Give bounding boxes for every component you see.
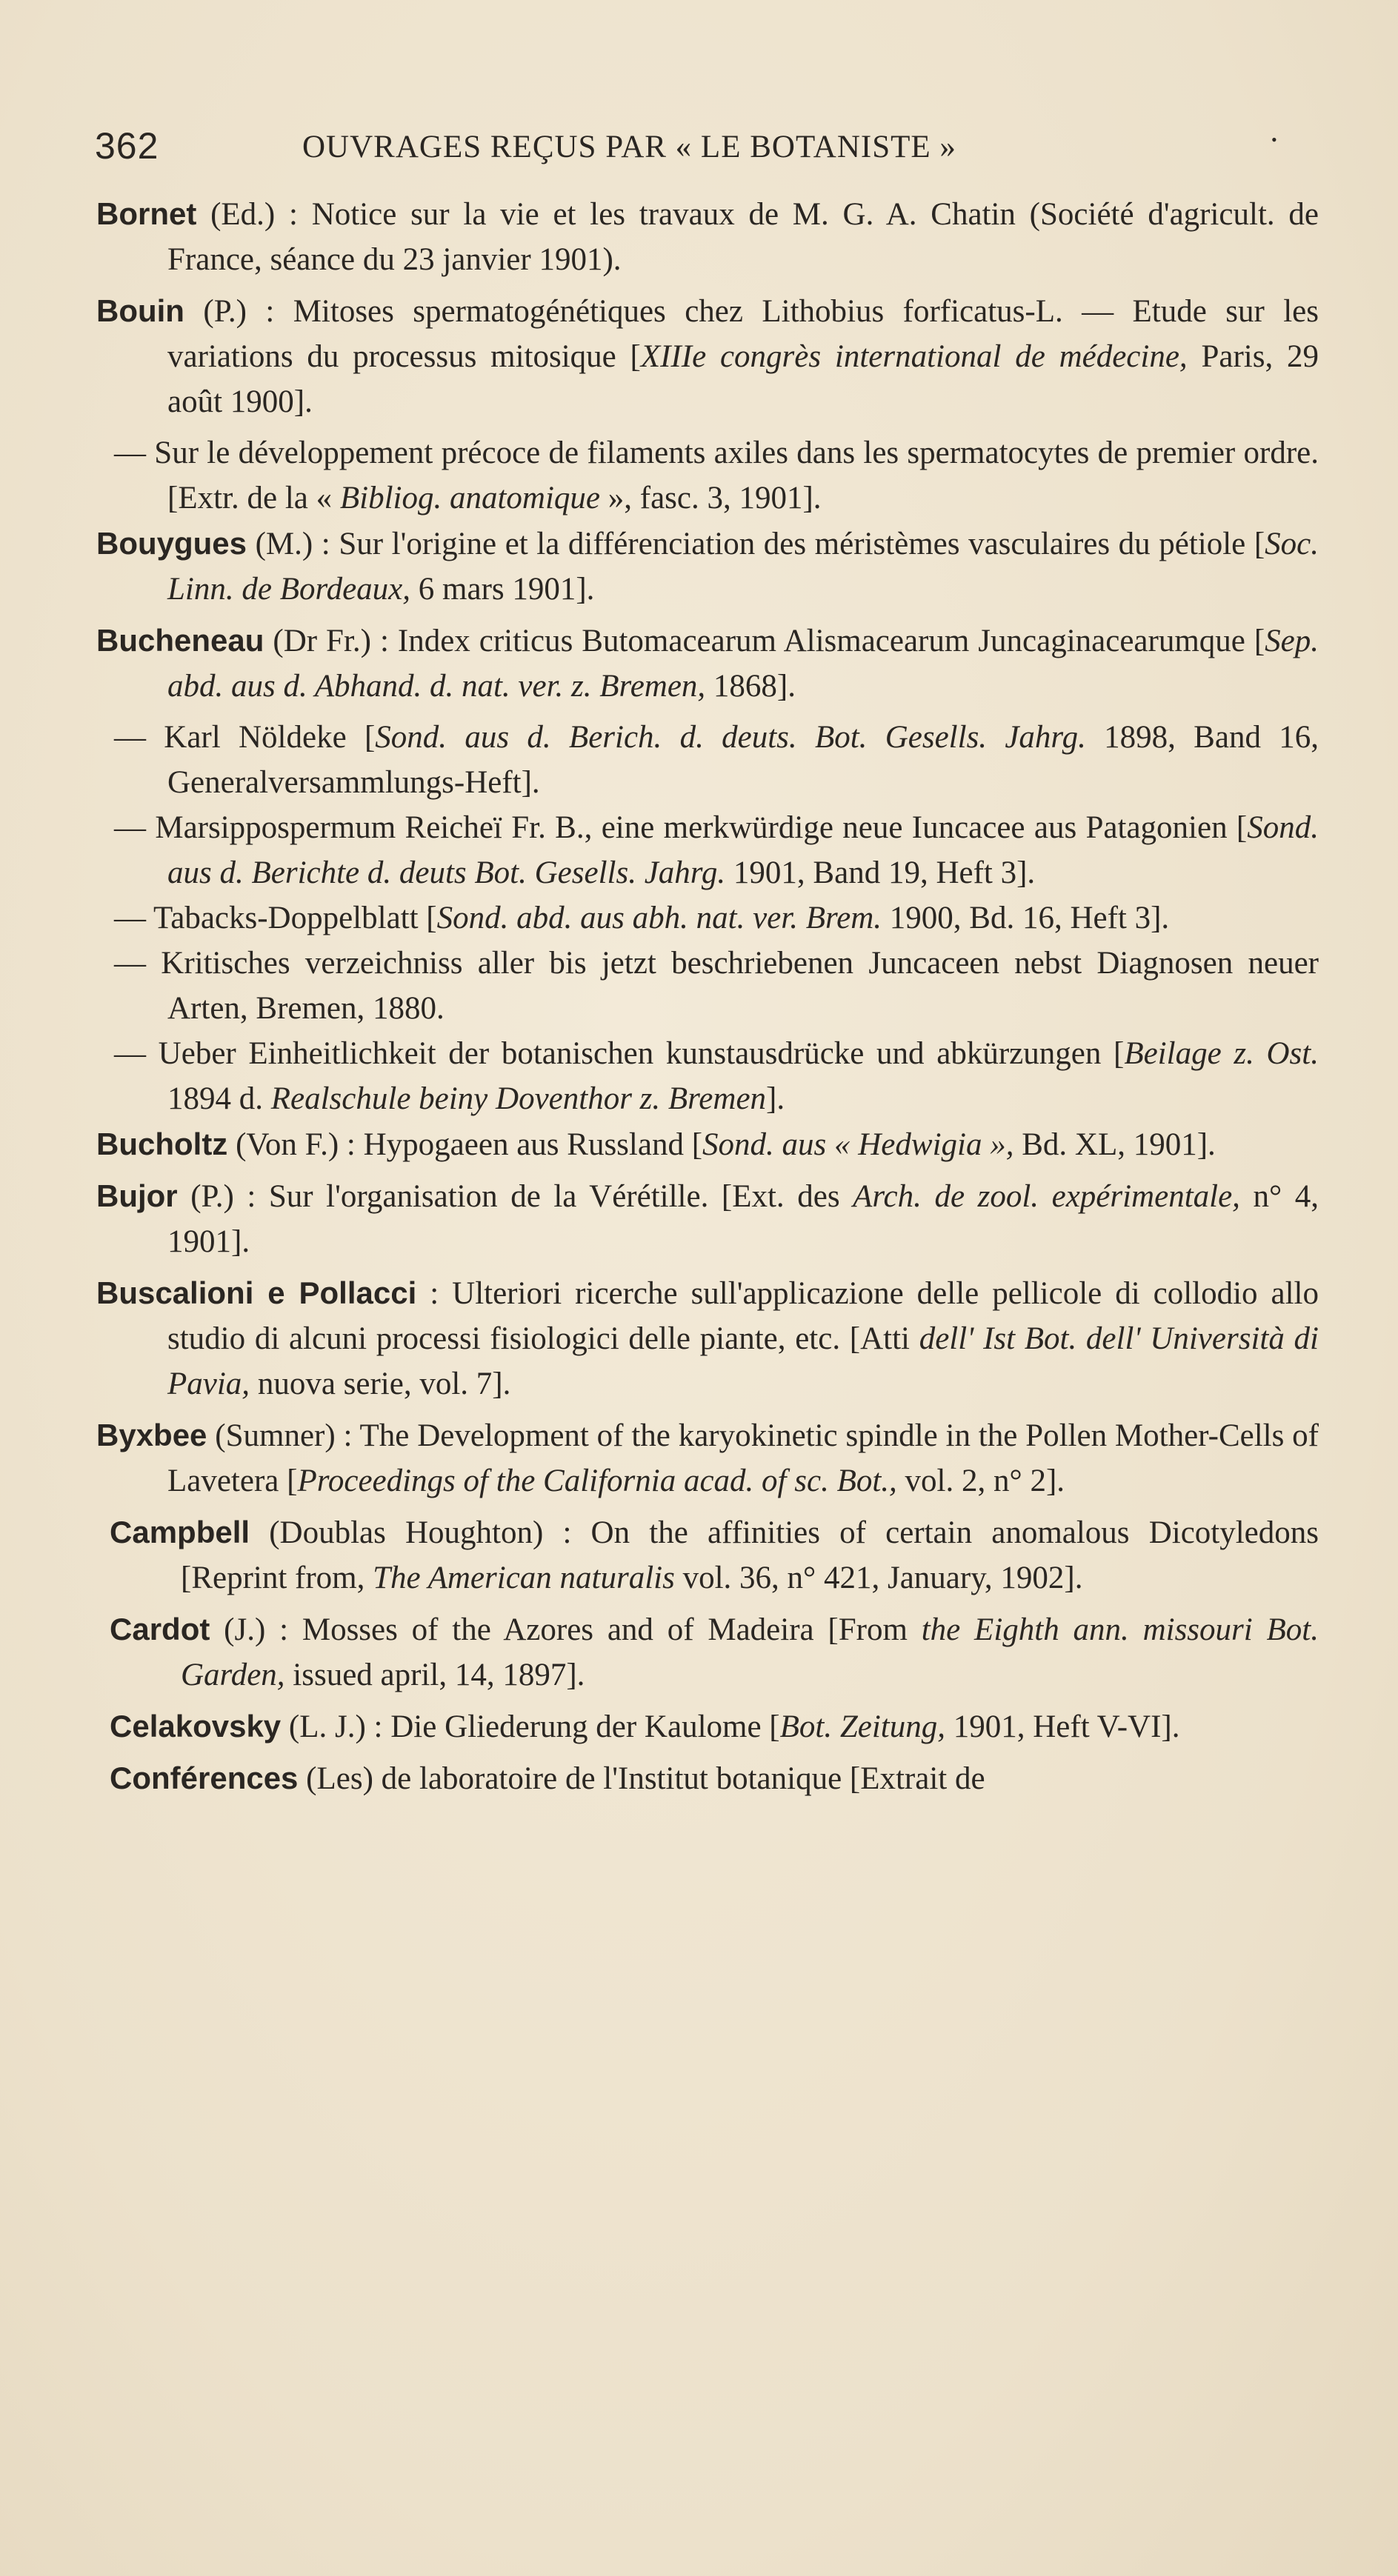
- bibliography-subentry: [96, 805, 1319, 895]
- entry-text: (Dr Fr.) : Index criticus Butomacearum Alismacearum Juncaginacearumque [: [264, 624, 1265, 658]
- bibliography-entry: [96, 191, 1319, 282]
- entry-title-italic: Sond. abd. aus abh. nat. ver. Brem.: [436, 901, 882, 935]
- entry-title-italic: Bibliog. anatomique: [339, 481, 600, 515]
- running-title: OUVRAGES REÇUS PAR « LE BOTANISTE »: [302, 130, 956, 164]
- entry-text: », fasc. 3, 1901].: [600, 481, 822, 515]
- entry-text: — Karl Nöldeke [: [114, 720, 376, 755]
- entry-text: : Ulteriori ricerche sull'applicazione delle pellicole di collodio allo studio di alcuni processi fisiologici delle piante, etc. [Atti: [167, 1276, 1319, 1356]
- entry-title-italic: Proceedings of the California acad. of sc. Bot.,: [297, 1464, 897, 1498]
- entry-text: — Kritisches verzeichniss aller bis jetzt beschriebenen Juncaceen nebst Diagnosen neuer Arten, Bremen, 1880.: [114, 946, 1319, 1026]
- entry-text: — Tabacks-Doppelblatt [: [114, 901, 437, 935]
- entry-text: 1901, Heft V-VI].: [945, 1709, 1180, 1744]
- bibliography-entry: [110, 1509, 1319, 1601]
- entry-text: 1868].: [705, 669, 796, 704]
- entry-title-italic: Realschule beiny Doventhor z. Bremen: [270, 1081, 767, 1116]
- entry-text: Bd. XL, 1901].: [1013, 1127, 1216, 1162]
- entry-text: (M.) : Sur l'origine et la différenciation des méristèmes vasculaires du pétiole [: [247, 527, 1265, 561]
- entry-text: vol. 36, n° 421, January, 1902].: [674, 1561, 1083, 1595]
- entry-title-italic: Sond. aus d. Berichte d. deuts Bot. Gesells. Jahrg.: [167, 810, 1319, 890]
- bibliography-subentry: [96, 430, 1319, 521]
- entry-title-italic: the Eighth ann. missouri Bot. Garden,: [181, 1612, 1319, 1692]
- entry-text: issued april, 14, 1897].: [284, 1658, 585, 1692]
- printer-mark: •: [1271, 130, 1278, 149]
- entry-title-italic: Arch. de zool. expérimentale,: [853, 1179, 1240, 1214]
- entry-text: (L. J.) : Die Gliederung der Kaulome [: [281, 1709, 780, 1744]
- entry-title-italic: Sond. aus « Hedwigia »,: [702, 1127, 1014, 1162]
- entry-text: — Marsippospermum Reicheï Fr. B., eine merkwürdige neue Iuncacee aus Patagonien [: [114, 810, 1248, 845]
- bibliography-entry: [96, 1173, 1319, 1264]
- entry-author: Conférences: [110, 1761, 299, 1795]
- bibliography-entry: [110, 1755, 1319, 1801]
- entry-author: Cardot: [110, 1612, 210, 1646]
- bibliography-subentry: [96, 715, 1319, 805]
- entry-author: Campbell: [110, 1515, 250, 1549]
- entry-text: (P.) : Mitoses spermatogénétiques chez Lithobius forficatus-L. — Etude sur les variations du processus mitosique [: [167, 294, 1319, 374]
- entry-author: Bornet: [96, 196, 197, 231]
- entry-text: (Ed.) : Notice sur la vie et les travaux de M. G. A. Chatin (Société d'agricult. de France, séance du 23 janvier 1901).: [167, 197, 1319, 277]
- entry-author: Bujor: [96, 1178, 178, 1213]
- entry-author: Byxbee: [96, 1418, 207, 1452]
- entry-title-italic: Sep. abd. aus d. Abhand. d. nat. ver. z. Bremen,: [167, 624, 1319, 704]
- entry-text: 1900, Bd. 16, Heft 3].: [882, 901, 1170, 935]
- entry-title-italic: dell' Ist Bot. dell' Università di Pavia,: [167, 1321, 1319, 1401]
- entry-text: — Ueber Einheitlichkeit der botanischen kunstausdrücke und abkürzungen [: [114, 1036, 1125, 1071]
- bibliography-subentry: [96, 1031, 1319, 1121]
- bibliography-entry: [96, 521, 1319, 612]
- entry-title-italic: Soc. Linn. de Bordeaux,: [167, 527, 1319, 607]
- entry-author: Bouin: [96, 293, 184, 328]
- entry-text: n° 4, 1901].: [167, 1179, 1319, 1259]
- bibliography-entry: [96, 288, 1319, 424]
- entry-text: nuova serie, vol. 7].: [250, 1367, 511, 1401]
- entry-author: Bouygues: [96, 526, 247, 561]
- entry-title-italic: XIIIe congrès international de médecine,: [640, 339, 1188, 374]
- entry-title-italic: Bot. Zeitung,: [779, 1709, 945, 1744]
- page-number: 362: [95, 125, 159, 167]
- entry-text: — Sur le développement précoce de filaments axiles dans les spermatocytes de premier ordre. [Extr. de la «: [114, 436, 1319, 515]
- entry-text: (J.) : Mosses of the Azores and of Madeira [From: [210, 1612, 922, 1647]
- entry-text: (Doublas Houghton) : On the affinities of certain anomalous Dicotyledons [Reprint from,: [181, 1515, 1319, 1595]
- entry-author: Buscalioni e Pollacci: [96, 1275, 417, 1310]
- entry-text: 1901, Band 19, Heft 3].: [725, 855, 1036, 890]
- entry-text: (Sumner) : The Development of the karyokinetic spindle in the Pollen Mother-Cells of Lavetera [: [167, 1418, 1319, 1498]
- entry-text: (P.) : Sur l'organisation de la Vérétille. [Ext. des: [177, 1179, 853, 1214]
- bibliography-entry: [110, 1606, 1319, 1698]
- entry-author: Bucholtz: [96, 1127, 228, 1161]
- bibliography-entry: [110, 1704, 1319, 1749]
- entry-text: 1898, Band 16, Generalversammlungs-Heft].: [167, 720, 1319, 800]
- entry-title-italic: Sond. aus d. Berich. d. deuts. Bot. Gesells. Jahrg.: [375, 720, 1086, 755]
- entry-text: 1894 d.: [167, 1081, 271, 1116]
- entry-text: (Von F.) : Hypogaeen aus Russland [: [227, 1127, 703, 1162]
- entry-text: (Les) de laboratoire de l'Institut botanique [Extrait de: [298, 1761, 985, 1796]
- bibliography-subentry: [96, 941, 1319, 1031]
- entry-text: ].: [766, 1081, 785, 1116]
- entry-author: Celakovsky: [110, 1709, 282, 1744]
- entry-text: vol. 2, n° 2].: [896, 1464, 1065, 1498]
- entry-text: Paris, 29 août 1900].: [167, 339, 1319, 419]
- bibliography-subentry: [96, 895, 1319, 941]
- bibliography-entry: [96, 1270, 1319, 1407]
- bibliography-entry: [96, 1412, 1319, 1504]
- entry-title-italic: The American naturalis: [373, 1561, 675, 1595]
- running-head: [95, 124, 1310, 176]
- entry-text: 6 mars 1901].: [410, 572, 595, 607]
- entry-title-italic: Beilage z. Ost.: [1124, 1036, 1319, 1071]
- entry-author: Bucheneau: [96, 623, 264, 658]
- bibliography-entry: [96, 618, 1319, 709]
- bibliography-list: [96, 191, 1319, 1807]
- bibliography-entry: [96, 1121, 1319, 1167]
